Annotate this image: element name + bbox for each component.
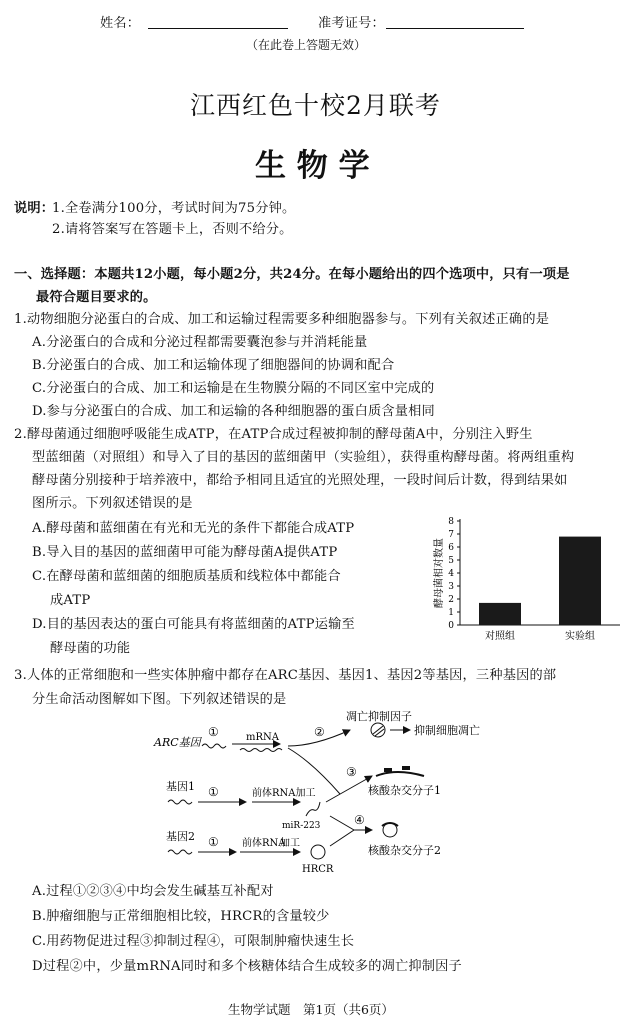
page-footer: 生物学试题 第1页（共6页）	[228, 1002, 394, 1017]
option-a: A.酵母菌和蓝细菌在有光和无光的条件下都能合成ATP	[32, 521, 355, 536]
hybrid1-strand	[376, 772, 424, 776]
step-1b-label: ①	[208, 785, 219, 799]
gene1-dna-icon	[168, 800, 192, 804]
x-category-label: 对照组	[485, 631, 515, 642]
factor-hatch	[373, 726, 383, 734]
pre-rna2-label: 前体RNA	[242, 838, 286, 849]
header-note: （在此卷上答题无效）	[246, 38, 367, 52]
y-tick-label: 3	[448, 582, 454, 592]
arc-dna-icon	[202, 744, 226, 748]
exam-no-blank[interactable]	[386, 28, 524, 29]
y-tick-label: 8	[448, 517, 454, 527]
y-tick-label: 1	[448, 608, 454, 618]
y-tick-label: 4	[448, 569, 454, 579]
hrcr-label: HRCR	[302, 864, 334, 875]
step-3-label: ③	[346, 765, 357, 779]
question-stem-line: 图所示。下列叙述错误的是	[32, 496, 193, 511]
option-d-cont: 酵母菌的功能	[50, 641, 131, 656]
hybrid1-block	[402, 766, 410, 770]
y-tick-label: 6	[448, 543, 454, 553]
option-c: C.分泌蛋白的合成、加工和运输是在生物膜分隔的不同区室中完成的	[32, 381, 435, 396]
y-tick-label: 5	[448, 556, 454, 566]
mrna-strand-icon	[240, 749, 282, 752]
option-d: D过程②中，少量mRNA同时和多个核糖体结合生成较多的凋亡抑制因子	[32, 959, 462, 974]
gene-pathway-diagram	[140, 706, 530, 878]
exam-title: 江西红色十校2月联考	[190, 91, 441, 120]
bar-control	[479, 603, 521, 625]
mrna-label: mRNA	[246, 732, 279, 743]
bar-experiment	[559, 537, 601, 625]
instructions-label: 说明：	[14, 201, 55, 216]
option-d: D.参与分泌蛋白的合成、加工和运输的各种细胞器的蛋白质含量相同	[32, 404, 435, 419]
gene1-label: 基因1	[166, 780, 195, 793]
section-heading-cont: 最符合题目要求的。	[36, 290, 157, 305]
option-a: A.过程①②③④中均会发生碱基互补配对	[32, 884, 274, 899]
name-label: 姓名：	[100, 16, 141, 31]
question-stem-line: 型蓝细菌（对照组）和导入了目的基因的蓝细菌甲（实验组），获得重构酵母菌。将两组重构	[32, 450, 575, 465]
question-stem: 3.人体的正常细胞和一些实体肿瘤中都存在ARC基因、基因1、基因2等基因，三种基因的部	[14, 668, 557, 683]
merge-lines	[330, 816, 354, 846]
mir-label: miR-223	[282, 821, 321, 831]
y-tick-label: 0	[448, 621, 454, 631]
name-blank[interactable]	[148, 28, 288, 29]
question-stem: 1.动物细胞分泌蛋白的合成、加工和运输过程需要多种细胞器参与。下列有关叙述正确的是	[14, 312, 550, 327]
y-tick-label: 2	[448, 595, 454, 605]
x-category-label: 实验组	[565, 631, 595, 642]
process-label: 加工	[280, 838, 300, 849]
step-3-arrow	[326, 776, 372, 802]
subject-title: 生 物 学	[255, 148, 370, 184]
option-b: B.分泌蛋白的合成、加工和运输体现了细胞器间的协调和配合	[32, 358, 395, 373]
exam-no-label: 准考证号：	[318, 16, 385, 31]
hybrid1-block	[384, 768, 392, 772]
gene2-label: 基因2	[166, 830, 195, 843]
hybrid1-label: 核酸杂交分子1	[368, 784, 441, 797]
hybrid2-strand	[382, 823, 398, 826]
arc-gene-label: ARC基因	[154, 736, 201, 749]
option-b: B.肿瘤细胞与正常细胞相比较，HRCR的含量较少	[32, 909, 330, 924]
gene2-dna-icon	[168, 850, 192, 854]
question-stem: 2.酵母菌通过细胞呼吸能生成ATP，在ATP合成过程被抑制的酵母菌A中，分别注入野生	[14, 427, 533, 442]
y-axis-label: 酵母菌相对数量	[434, 538, 445, 608]
hybrid2-label: 核酸杂交分子2	[368, 844, 441, 857]
option-c-cont: 成ATP	[50, 593, 91, 608]
option-a: A.分泌蛋白的合成和分泌过程都需要囊泡参与并消耗能量	[32, 335, 368, 350]
yeast-count-chart	[420, 512, 630, 647]
question-stem-line: 分生命活动图解如下图。下列叙述错误的是	[32, 692, 287, 707]
section-heading: 一、选择题：本题共12小题，每小题2分，共24分。在每小题给出的四个选项中，只有一项是	[14, 267, 570, 282]
option-d: D.目的基因表达的蛋白可能具有将蓝细菌的ATP运输至	[32, 617, 355, 632]
hrcr-icon	[311, 845, 325, 859]
inhibit-apoptosis-label: 抑制细胞凋亡	[414, 724, 480, 737]
option-b: B.导入目的基因的蓝细菌甲可能为酵母菌A提供ATP	[32, 545, 338, 560]
step-1-label: ①	[208, 725, 219, 739]
question-stem-line: 酵母菌分别接种于培养液中，都给予相同且适宜的光照处理，一段时间后计数，得到结果如	[32, 473, 568, 488]
pre-rna1-label: 前体RNA加工	[252, 788, 316, 799]
mir-icon	[306, 802, 320, 816]
instruction-item: 1.全卷满分100分，考试时间为75分钟。	[52, 201, 296, 216]
apoptosis-factor-label: 凋亡抑制因子	[346, 710, 412, 723]
step-2-label: ②	[314, 725, 325, 739]
y-tick-label: 7	[448, 530, 454, 540]
option-c: C.在酵母菌和蓝细菌的细胞质基质和线粒体中都能合	[32, 569, 341, 584]
option-c: C.用药物促进过程③抑制过程④，可限制肿瘤快速生长	[32, 934, 355, 949]
instruction-item: 2.请将答案写在答题卡上，否则不给分。	[52, 222, 293, 237]
step-4-label: ④	[354, 813, 365, 827]
step-1c-label: ①	[208, 835, 219, 849]
